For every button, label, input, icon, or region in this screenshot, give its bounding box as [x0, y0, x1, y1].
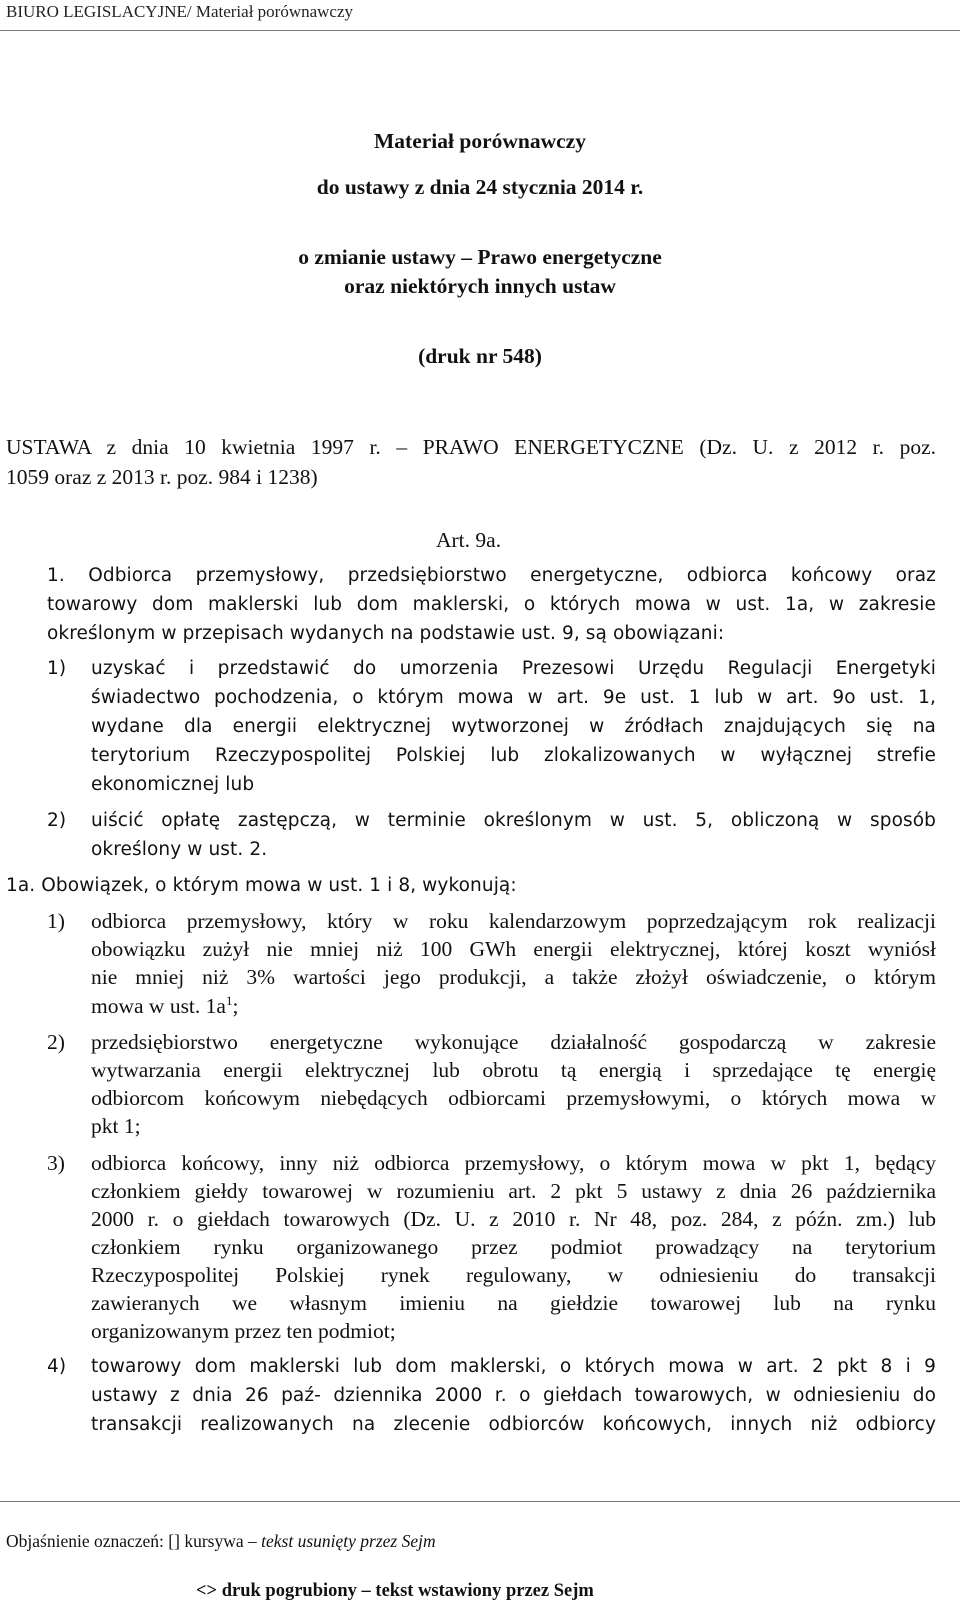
- paragraph-1a-intro: 1a. Obowiązek, o którym mowa w ust. 1 i 8, wykonują:: [6, 875, 517, 896]
- item-number: 2): [47, 1030, 65, 1054]
- list-item-line: członkiem giełdy towarowej w rozumieniu art. 2 pkt 5 ustawy z dnia 26 października: [91, 1179, 936, 1203]
- item-number: 2): [47, 810, 67, 831]
- list-item-text: mowa w ust. 1a: [91, 994, 226, 1019]
- paragraph-1-line-1: 1. Odbiorca przemysłowy, przedsiębiorstwo energetyczne, odbiorca końcowy oraz: [47, 565, 936, 586]
- list-item-line: świadectwo pochodzenia, o którym mowa w art. 9e ust. 1 lub w art. 9o ust. 1,: [91, 687, 936, 708]
- list-item-line: terytorium Rzeczypospolitej Polskiej lub zlokalizowanych w wyłącznej strefie: [91, 745, 936, 766]
- item-number: 1): [47, 909, 65, 933]
- list-item-line: towarowy dom maklerski lub dom maklerski, o których mowa w art. 2 pkt 8 i 9: [91, 1356, 936, 1377]
- list-item-line: odbiorcom końcowym niebędących odbiorcami przemysłowymi, o których mowa w: [91, 1086, 936, 1110]
- legend-label: Objaśnienie oznaczeń:: [6, 1531, 164, 1551]
- list-item-line: uiścić opłatę zastępczą, w terminie określonym w ust. 5, obliczoną w sposób: [91, 810, 936, 831]
- page-header: [0, 0, 960, 31]
- list-item-line: obowiązku zużył nie mniej niż 100 GWh energii elektrycznej, której koszt wyniósł: [91, 937, 936, 961]
- item-number: 1): [47, 658, 67, 679]
- legend-italic-desc: tekst usunięty przez Sejm: [261, 1531, 436, 1551]
- act-title-line-1: USTAWA z dnia 10 kwietnia 1997 r. – PRAWO ENERGETYCZNE (Dz. U. z 2012 r. poz.: [6, 435, 936, 459]
- superscript: 1: [225, 993, 233, 1008]
- list-item-line: członkiem rynku organizowanego przez podmiot prowadzący na terytorium: [91, 1235, 936, 1259]
- list-item-line: transakcji realizowanych na zlecenie odbiorców końcowych, innych niż odbiorcy: [91, 1414, 936, 1435]
- document-title: Materiał porównawczy: [374, 129, 586, 153]
- list-item-line: organizowanym przez ten podmiot;: [91, 1319, 396, 1343]
- list-item-line: [91, 993, 238, 1019]
- list-item-line: przedsiębiorstwo energetyczne wykonujące działalność gospodarczą w zakresie: [91, 1030, 936, 1054]
- legend-italic-term: kursywa: [184, 1531, 244, 1551]
- paragraph-1-line-2: towarowy dom maklerski lub dom maklerski, o których mowa w ust. 1a, w zakresie: [47, 594, 936, 615]
- list-item-line: wydane dla energii elektrycznej wytworzonej w źródłach znajdujących się na: [91, 716, 936, 737]
- list-item-line: odbiorca przemysłowy, który w roku kalendarzowym poprzedzającym rok realizacji: [91, 909, 936, 933]
- list-item-line: uzyskać i przedstawić do umorzenia Prezesowi Urzędu Regulacji Energetyki: [91, 658, 936, 679]
- act-title-line-2: 1059 oraz z 2013 r. poz. 984 i 1238): [6, 465, 318, 489]
- print-number: (druk nr 548): [418, 344, 542, 368]
- list-item-line: określony w ust. 2.: [91, 839, 268, 860]
- item-number: 3): [47, 1151, 65, 1175]
- article-heading: Art. 9a.: [436, 528, 502, 552]
- list-item-line: odbiorca końcowy, inny niż odbiorca przemysłowy, o którym mowa w pkt 1, będący: [91, 1151, 936, 1175]
- title-subject-line-2: oraz niektórych innych ustaw: [344, 274, 616, 298]
- legend-line-2: <> druk pogrubiony – tekst wstawiony przez Sejm: [196, 1581, 594, 1601]
- list-item-line: zawieranych we własnym imieniu na giełdzie towarowej lub na rynku: [91, 1291, 936, 1315]
- title-subject-line-1: o zmianie ustawy – Prawo energetyczne: [298, 245, 662, 269]
- footer-divider: [0, 1501, 960, 1502]
- legend-dash: –: [248, 1531, 257, 1551]
- header-text: BIURO LEGISLACYJNE/ Materiał porównawczy: [6, 2, 354, 21]
- list-item-text: ;: [232, 994, 239, 1019]
- list-item-line: wytwarzania energii elektrycznej lub obrotu tą energią i sprzedające tę energię: [91, 1058, 936, 1082]
- list-item-line: pkt 1;: [91, 1114, 141, 1138]
- item-number: 4): [47, 1356, 67, 1377]
- list-item-line: Rzeczypospolitej Polskiej rynek regulowany, w odniesieniu do transakcji: [91, 1263, 936, 1287]
- list-item-line: ekonomicznej lub: [91, 774, 255, 795]
- list-item-line: nie mniej niż 3% wartości jego produkcji, a także złożył oświadczenie, o którym: [91, 965, 936, 989]
- legend-line-1: [6, 1531, 436, 1552]
- list-item-line: ustawy z dnia 26 paź- dziennika 2000 r. o giełdach towarowych, w odniesieniu do: [91, 1385, 936, 1406]
- legend-brackets: []: [168, 1531, 180, 1551]
- list-item-line: 2000 r. o giełdach towarowych (Dz. U. z 2010 r. Nr 48, poz. 284, z późn. zm.) lub: [91, 1207, 936, 1231]
- paragraph-1-line-3: określonym w przepisach wydanych na podstawie ust. 9, są obowiązani:: [47, 623, 725, 644]
- title-date-line: do ustawy z dnia 24 stycznia 2014 r.: [316, 175, 644, 199]
